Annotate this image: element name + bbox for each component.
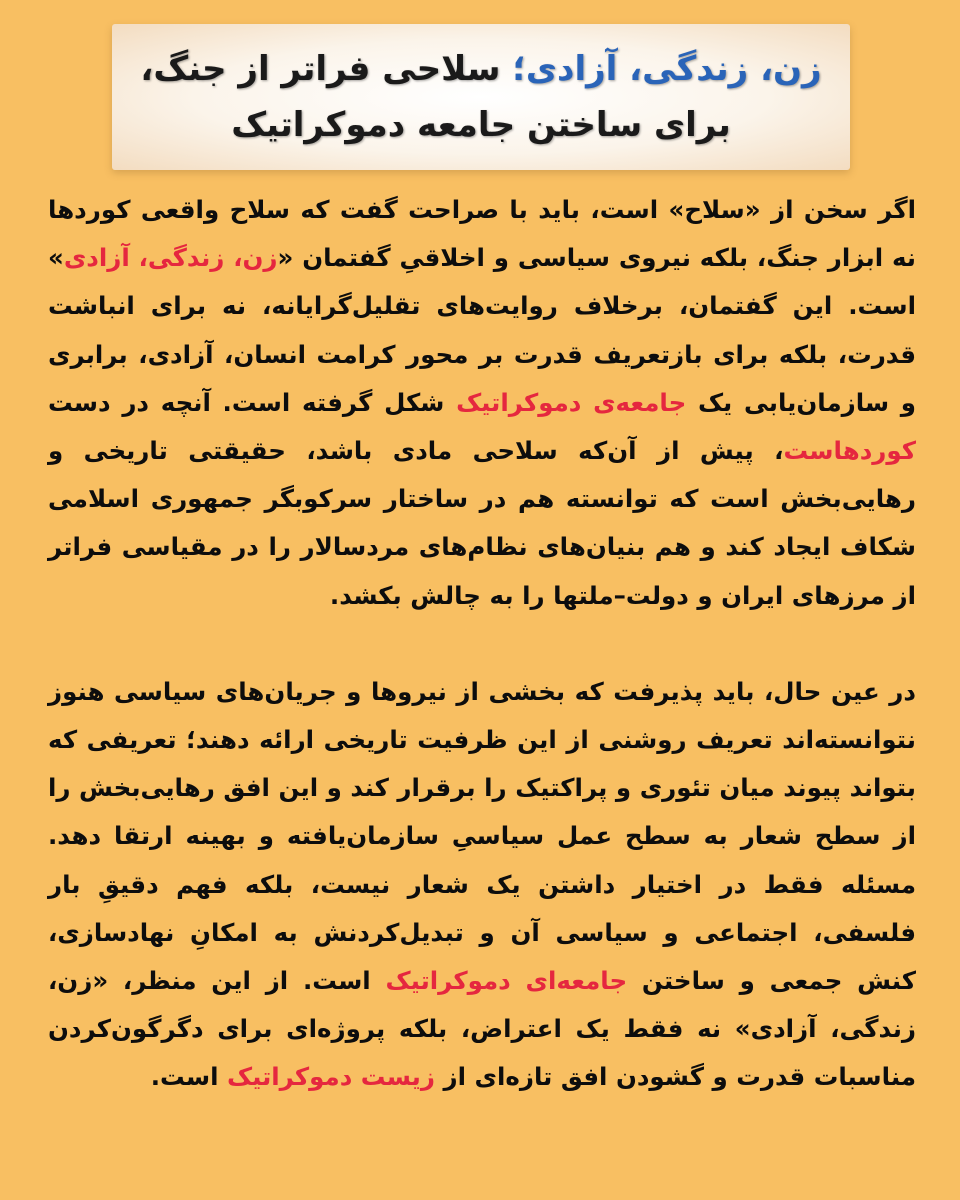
article-body <box>48 186 916 1102</box>
paragraph-text: شکل گرفته است. آنچه در دست <box>48 387 457 417</box>
title-slogan: زن، زندگی، آزادی؛ <box>512 49 822 89</box>
highlight-kurds: کوردهاست <box>783 436 916 466</box>
paragraph-text: است. از این منظر، «زن، زندگی، آزادی» نه فقط یک اعتراض، بلکه پروژه‌ای برای دگرگون‌کردن مناسبات قدرت و گشودن افق تازه‌ای از <box>48 966 916 1092</box>
highlight-democratic-life: زیست دموکراتیک <box>227 1062 435 1092</box>
paragraph-2 <box>48 668 916 1102</box>
title-banner <box>112 24 850 170</box>
highlight-democratic-society: جامعه‌ای دموکراتیک <box>385 966 628 996</box>
title-line-2: برای ساختن جامعه دموکراتیک <box>231 105 731 145</box>
highlight-slogan: زن، زندگی، آزادی <box>63 243 278 273</box>
title-line-1 <box>140 41 821 97</box>
highlight-democratic-society: جامعه‌ی دموکراتیک <box>456 387 687 417</box>
paragraph-text: » است. این گفتمان، برخلاف روایت‌های تقلیل‌گرایانه، نه برای انباشت قدرت، بلکه برای بازتعریف قدرت بر محور کرامت انسان، آزادی، برابری و سازمان‌یابی یک <box>48 243 916 417</box>
title-text: سلاحی فراتر از جنگ، <box>140 49 513 89</box>
paragraph-text: اگر سخن از «سلاح» است، باید با صراحت گفت که سلاح واقعی کوردها نه ابزار جنگ، بلکه نیروی سیاسی و اخلاقیِ گفتمان « <box>48 195 917 273</box>
paragraph-text: در عین حال، باید پذیرفت که بخشی از نیروها و جریان‌های سیاسی هنوز نتوانسته‌اند تعریف روشنی از این ظرفیت تاریخی ارائه دهند؛ تعریفی که بتواند پیوند میان تئوری و پراکتیک را برقرار کند و این افق رهایی‌بخش را از سطح شعار به سطح عمل سیاسیِ سازمان‌یافته و بهینه ارتقا دهد. مسئله فقط در اختیار داشتن یک شعار نیست، بلکه فهم دقیقِ بار فلسفی، اجتماعی و سیاسی آن و تبدیل‌کردنش به امکانِ نهادسازی، کنش جمعی و ساختن <box>48 676 917 996</box>
paragraph-text: است. <box>150 1062 227 1092</box>
paragraph-text: ، پیش از آن‌که سلاحی مادی باشد، حقیقتی تاریخی و رهایی‌بخش است که توانسته هم در ساختار سرکوبگر جمهوری اسلامی شکاف ایجاد کند و هم بنیان‌های نظام‌های مردسالار را در مقیاسی فراتر از مرزهای ایران و دولت–ملتها را به چالش بکشد. <box>48 436 916 610</box>
paragraph-1 <box>48 186 916 620</box>
